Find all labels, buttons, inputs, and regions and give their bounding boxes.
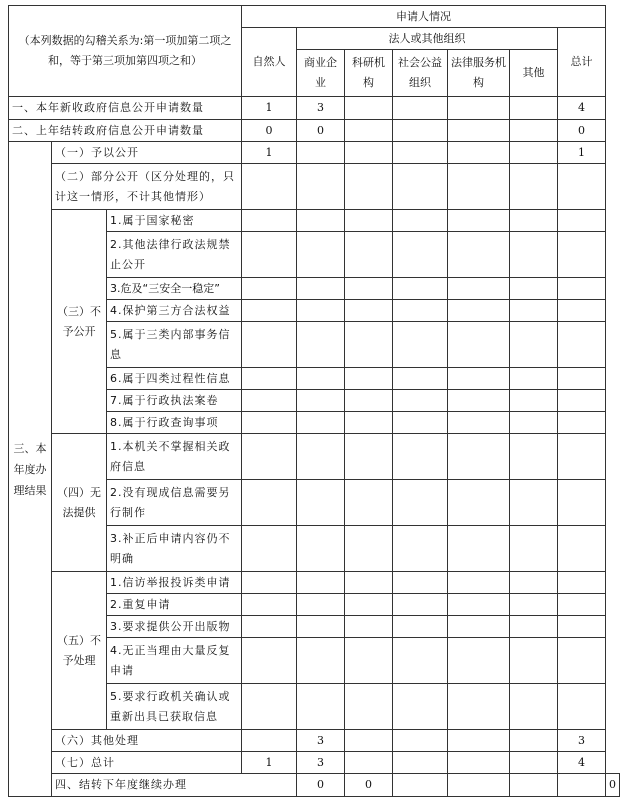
cell: [393, 97, 448, 120]
cell: [558, 480, 606, 526]
cell: [393, 774, 448, 797]
cell: [345, 526, 393, 572]
cell: [297, 412, 345, 434]
social-header: 社会公益组织: [393, 50, 448, 97]
row-label: （二）部分公开（区分处理的，只计这一情形，不计其他情形）: [52, 164, 242, 210]
applicant-status-header: 申请人情况: [242, 6, 606, 28]
cell: [510, 278, 558, 300]
row-label: 二、上年结转政府信息公开申请数量: [9, 120, 242, 142]
cell: [448, 390, 510, 412]
cell: [448, 120, 510, 142]
cell: [297, 572, 345, 594]
cell: [393, 142, 448, 164]
cell: [345, 97, 393, 120]
cell: [297, 322, 345, 368]
cell: [345, 412, 393, 434]
cell: [558, 526, 606, 572]
cell: [393, 232, 448, 278]
cell: [393, 164, 448, 210]
cell: [393, 526, 448, 572]
cell: [510, 594, 558, 616]
cell: [510, 616, 558, 638]
cell: [448, 730, 510, 752]
row-label: 3.补正后申请内容仍不明确: [107, 526, 242, 572]
cell: [448, 526, 510, 572]
cell: [242, 164, 297, 210]
cell: 3: [297, 97, 345, 120]
cell: 3: [558, 730, 606, 752]
cell: [242, 390, 297, 412]
cell: [297, 480, 345, 526]
cell: [558, 638, 606, 684]
row-label: 6.属于四类过程性信息: [107, 368, 242, 390]
cell: [448, 638, 510, 684]
cell: [393, 300, 448, 322]
research-header: 科研机构: [345, 50, 393, 97]
cell: [510, 120, 558, 142]
cell: [393, 480, 448, 526]
row-label: 一、本年新收政府信息公开申请数量: [9, 97, 242, 120]
cell: [242, 434, 297, 480]
cell: [393, 278, 448, 300]
cell: [510, 684, 558, 730]
cell: [242, 684, 297, 730]
cell: [297, 368, 345, 390]
cell: [558, 390, 606, 412]
cell: [345, 142, 393, 164]
cell: [558, 412, 606, 434]
cell: 0: [345, 774, 393, 797]
cell: [345, 752, 393, 774]
cell: [558, 594, 606, 616]
cell: [510, 526, 558, 572]
table-row: [9, 752, 620, 774]
group-label: （五）不予处理: [52, 572, 107, 730]
row-label: 2.重复申请: [107, 594, 242, 616]
cell: [393, 572, 448, 594]
cell: [345, 572, 393, 594]
cell: [510, 300, 558, 322]
cell: [448, 368, 510, 390]
cell: [345, 232, 393, 278]
cell: [345, 434, 393, 480]
cell: [242, 526, 297, 572]
cell: [448, 210, 510, 232]
table-row: [9, 434, 620, 480]
row-label: 2.其他法律行政法规禁止公开: [107, 232, 242, 278]
cell: [297, 526, 345, 572]
cell: [448, 616, 510, 638]
cell: [510, 164, 558, 210]
cell: [345, 278, 393, 300]
cell: [448, 434, 510, 480]
cell: [510, 322, 558, 368]
cell: [242, 368, 297, 390]
cell: [345, 164, 393, 210]
cell: 0: [558, 120, 606, 142]
cell: [510, 210, 558, 232]
cell: [393, 616, 448, 638]
table-row: [9, 572, 620, 594]
row-label: （一）予以公开: [52, 142, 242, 164]
total-header: 总计: [558, 28, 606, 97]
cell: [448, 774, 510, 797]
row-label: （六）其他处理: [52, 730, 242, 752]
row-label: 四、结转下年度继续办理: [52, 774, 297, 797]
row-label: 5.属于三类内部事务信息: [107, 322, 242, 368]
cell: [297, 142, 345, 164]
cell: [242, 322, 297, 368]
cell: [297, 616, 345, 638]
cell: [510, 638, 558, 684]
cell: 0: [297, 774, 345, 797]
cell: 4: [558, 97, 606, 120]
row-label: 7.属于行政执法案卷: [107, 390, 242, 412]
cell: [393, 752, 448, 774]
cell: [345, 368, 393, 390]
column-note: （本列数据的勾稽关系为:第一项加第二项之和，等于第三项加第四项之和）: [9, 6, 242, 97]
cell: 0: [297, 120, 345, 142]
cell: [510, 390, 558, 412]
group-label: （四）无法提供: [52, 434, 107, 572]
cell: [510, 142, 558, 164]
cell: [448, 322, 510, 368]
row-label: 2.没有现成信息需要另行制作: [107, 480, 242, 526]
row-label: 8.属于行政查询事项: [107, 412, 242, 434]
cell: [242, 730, 297, 752]
cell: [393, 390, 448, 412]
cell: [345, 210, 393, 232]
cell: [510, 232, 558, 278]
cell: [393, 210, 448, 232]
cell: [393, 684, 448, 730]
cell: [242, 210, 297, 232]
cell: [297, 210, 345, 232]
natural-person-header: 自然人: [242, 28, 297, 97]
cell: [558, 774, 606, 797]
cell: [297, 594, 345, 616]
cell: [393, 638, 448, 684]
cell: [448, 97, 510, 120]
cell: 0: [242, 120, 297, 142]
cell: [510, 730, 558, 752]
group-label: （三）不予公开: [52, 210, 107, 434]
cell: [393, 730, 448, 752]
row-label: 3.要求提供公开出版物: [107, 616, 242, 638]
row-label: 4.无正当理由大量反复申请: [107, 638, 242, 684]
cell: 4: [558, 752, 606, 774]
table-row: [9, 164, 620, 210]
cell: [297, 434, 345, 480]
table-row: [9, 97, 620, 120]
cell: [345, 638, 393, 684]
cell: [448, 412, 510, 434]
cell: [558, 684, 606, 730]
row-label: 1.本机关不掌握相关政府信息: [107, 434, 242, 480]
cell: [558, 278, 606, 300]
cell: [242, 480, 297, 526]
cell: [448, 572, 510, 594]
cell: [393, 594, 448, 616]
cell: [242, 232, 297, 278]
cell: [297, 232, 345, 278]
cell: [558, 616, 606, 638]
cell: [393, 412, 448, 434]
cell: [510, 774, 558, 797]
cell: [393, 434, 448, 480]
cell: [448, 480, 510, 526]
cell: 1: [242, 752, 297, 774]
cell: [510, 480, 558, 526]
cell: [297, 684, 345, 730]
row-label: 1.属于国家秘密: [107, 210, 242, 232]
row-label: 3.危及“三安全一稳定”: [107, 278, 242, 300]
cell: [448, 752, 510, 774]
cell: [558, 322, 606, 368]
cell: [448, 684, 510, 730]
row-label: 1.信访举报投诉类申请: [107, 572, 242, 594]
table-row: [9, 774, 620, 797]
cell: [242, 300, 297, 322]
cell: [297, 638, 345, 684]
statistics-table: [8, 5, 620, 797]
cell: [297, 390, 345, 412]
cell: [448, 594, 510, 616]
row-label: （七）总计: [52, 752, 242, 774]
table-row: [9, 730, 620, 752]
cell: [448, 164, 510, 210]
row-label: 5.要求行政机关确认或重新出具已获取信息: [107, 684, 242, 730]
table-row: [9, 142, 620, 164]
cell: [510, 434, 558, 480]
cell: [448, 232, 510, 278]
cell: [242, 412, 297, 434]
cell: [242, 616, 297, 638]
cell: [448, 300, 510, 322]
cell: [558, 434, 606, 480]
cell: [345, 594, 393, 616]
cell: [393, 368, 448, 390]
cell: 1: [242, 142, 297, 164]
cell: [510, 368, 558, 390]
cell: [345, 480, 393, 526]
cell: 1: [242, 97, 297, 120]
cell: [345, 322, 393, 368]
cell: [510, 752, 558, 774]
cell: [297, 300, 345, 322]
other-header: 其他: [510, 50, 558, 97]
cell: 1: [558, 142, 606, 164]
cell: [345, 616, 393, 638]
cell: [242, 594, 297, 616]
cell: [510, 412, 558, 434]
cell: [345, 390, 393, 412]
cell: [242, 278, 297, 300]
cell: 0: [606, 774, 620, 797]
cell: [558, 164, 606, 210]
cell: [558, 210, 606, 232]
cell: [558, 368, 606, 390]
cell: [558, 300, 606, 322]
cell: [345, 684, 393, 730]
cell: 3: [297, 730, 345, 752]
cell: [345, 300, 393, 322]
legal-person-header: 法人或其他组织: [297, 28, 558, 50]
cell: [345, 120, 393, 142]
cell: [345, 730, 393, 752]
section-3-label: 三、本年度办理结果: [9, 142, 52, 797]
cell: [393, 322, 448, 368]
business-header: 商业企业: [297, 50, 345, 97]
cell: [558, 572, 606, 594]
cell: [448, 142, 510, 164]
cell: [242, 572, 297, 594]
cell: [448, 278, 510, 300]
legal-service-header: 法律服务机构: [448, 50, 510, 97]
table-row: [9, 120, 620, 142]
cell: [297, 278, 345, 300]
cell: [510, 572, 558, 594]
table-row: [9, 210, 620, 232]
cell: [242, 638, 297, 684]
cell: 3: [297, 752, 345, 774]
cell: [297, 164, 345, 210]
row-label: 4.保护第三方合法权益: [107, 300, 242, 322]
cell: [558, 232, 606, 278]
cell: [393, 120, 448, 142]
cell: [510, 97, 558, 120]
